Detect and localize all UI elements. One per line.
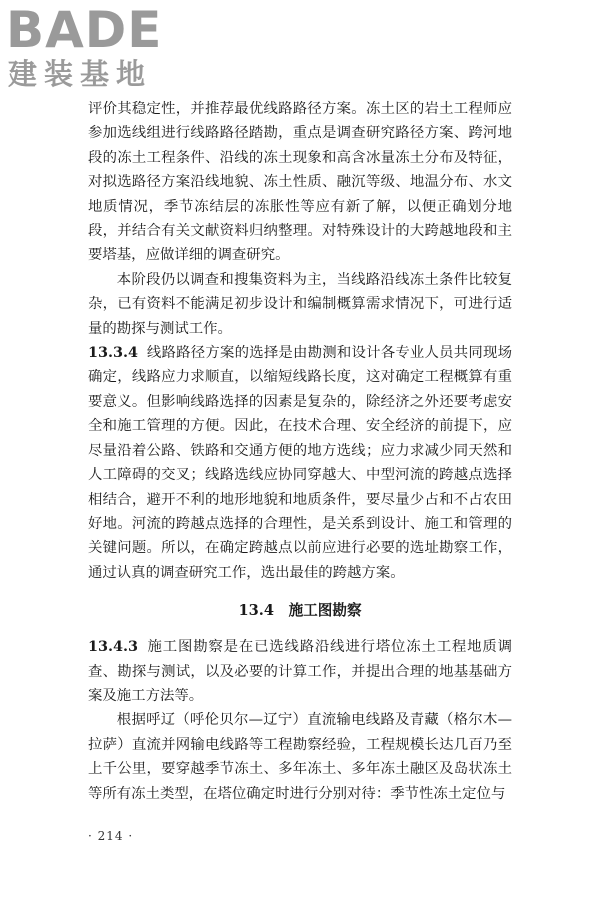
paragraph-engineering-experience: 根据呼辽（呼伦贝尔—辽宁）直流输电线路及青藏（格尔木—拉萨）直流并网输电线路等工程勘察经验，工程规模长达几百乃至上千公里，要穿越季节冻土、多年冻土、多年冻土融区及岛状冻土等所有冻土类型，在塔位确定时进行分别对待：季节性冻土定位与 — [88, 712, 512, 802]
clause-text: 施工图勘察是在已选线路沿线进行塔位冻土工程地质调查、勘探与测试，以及必要的计算工作，并提出合理的地基基础方案及施工方法等。 — [88, 639, 512, 704]
logo — [6, 2, 176, 94]
section-number: 13.4 — [238, 602, 274, 620]
logo-subtitle: 建装基地 — [8, 57, 153, 91]
clause-13-4-3 — [88, 635, 512, 708]
document-body — [88, 97, 512, 806]
paragraph-continuation: 评价其稳定性，并推荐最优线路路径方案。冻土区的岩土工程师应参加选线组进行线路路径踏勘，重点是调查研究路径方案、跨河地段的冻土工程条件、沿线的冻土现象和高含冰量冻土分布及特征，对拟选路径方案沿线地貌、冻土性质、融沉等级、地温分布、水文地质情况，季节冻结层的冻胀性等应有新了解，以便正确划分地段，并结合有关文献资料归纳整理。对特殊设计的大跨越地段和主要塔基，应做详细的调查研究。 — [88, 101, 512, 264]
page-number: · 214 · — [88, 829, 134, 843]
clause-text: 线路路径方案的选择是由勘测和设计各专业人员共同现场确定，线路应力求顺直，以缩短线路长度，这对确定工程概算有重要意义。但影响线路选择的因素是复杂的，除经济之外还要考虑安全和施工管理的方便。因此，在技术合理、安全经济的前提下，应尽量沿着公路、铁路和交通方便的地方选线；应力求减少同天然和人工障碍的交叉；线路选线应协同穿越大、中型河流的跨越点选择相结合，避开不利的地形地貌和地质条件，要尽量少占和不占农田好地。河流的跨越点选择的合理性，是关系到设计、施工和管理的关键问题。所以，在确定跨越点以前应进行必要的选址勘察工作，通过认真的调查研究工作，选出最佳的跨越方案。 — [88, 345, 512, 581]
logo-wordmark: BADE — [6, 1, 163, 59]
clause-number: 13.4.3 — [88, 638, 139, 656]
paragraph-survey-stage: 本阶段仍以调查和搜集资料为主，当线路沿线冻土条件比较复杂，已有资料不能满足初步设计和编制概算需求情况下，可进行适量的勘探与测试工作。 — [88, 271, 512, 337]
clause-13-3-4 — [88, 341, 512, 585]
section-title: 施工图勘察 — [288, 602, 362, 620]
section-heading — [88, 599, 512, 623]
clause-number: 13.3.4 — [88, 344, 139, 362]
